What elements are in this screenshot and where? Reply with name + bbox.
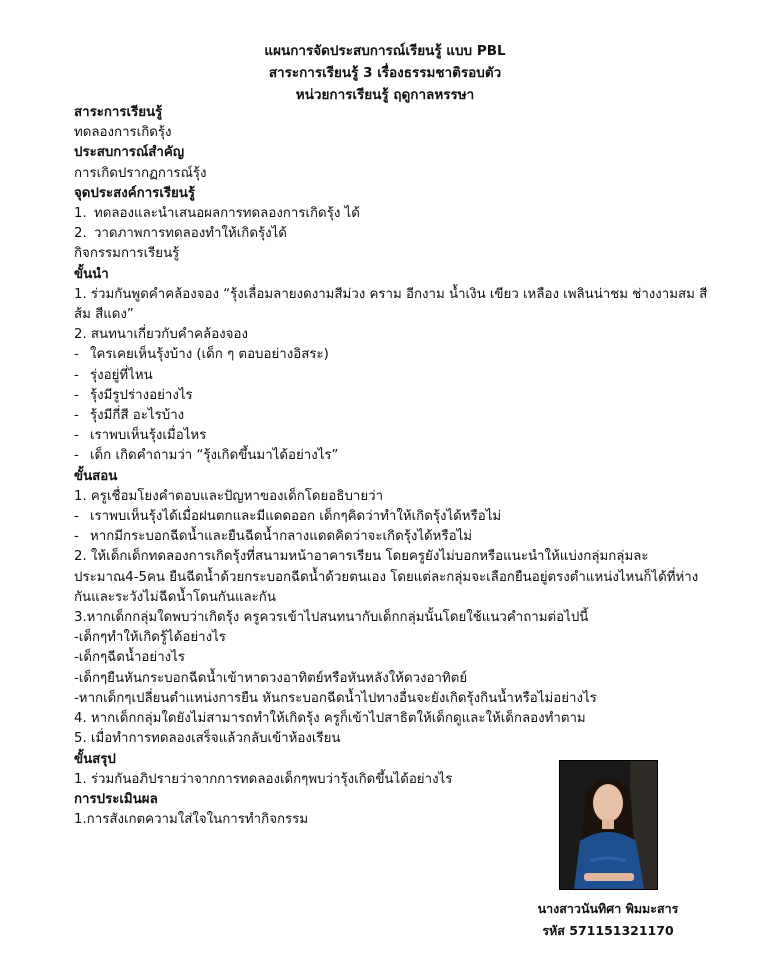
teach-question: -เด็กๆยืนหันกระบอกฉีดน้ำเข้าหาดวงอาทิตย์หรือหันหลังให้ดวงอาทิตย์ — [74, 670, 468, 686]
bullet-text: เราพบเห็นรุ้งได้เมื่อฝนตกและมีแดดออก เด็กๆคิดว่าทำให้เกิดรุ้งได้หรือไม่ — [90, 509, 502, 525]
portrait-illustration — [560, 761, 657, 889]
bullet-dash: - — [74, 529, 79, 545]
objective-number: 1. — [74, 206, 87, 222]
intro-step-2: 2. สนทนาเกี่ยวกับคำคล้องจอง — [74, 327, 248, 343]
objective-number: 2. — [74, 226, 87, 242]
lesson-plan-body — [74, 103, 714, 830]
intro-bullet — [74, 446, 714, 466]
teach-bullet — [74, 527, 714, 547]
bullet-text: เด็ก เกิดคำถามว่า “รุ้งเกิดขึ้นมาได้อย่างไร” — [90, 448, 339, 464]
summary-step-1: 1. ร่วมกันอภิปรายว่าจากการทดลองเด็กๆพบว่ารุ้งเกิดขึ้นได้อย่างไร — [74, 771, 453, 787]
author-photo — [559, 760, 658, 890]
document-title-block — [0, 40, 770, 106]
document-title: แผนการจัดประสบการณ์เรียนรู้ แบบ PBL — [264, 43, 506, 59]
learning-area-title: สาระการเรียนรู้ 3 เรื่องธรรมชาติรอบตัว — [268, 65, 502, 81]
content-heading: สาระการเรียนรู้ — [74, 105, 163, 120]
teach-question: -เด็กๆทำให้เกิดรู้ได้อย่างไร — [74, 630, 226, 646]
objectives-heading: จุดประสงค์การเรียนรู้ — [74, 185, 196, 201]
bullet-dash: - — [74, 428, 79, 444]
objective-item — [74, 224, 714, 244]
teach-step-5: 5. เมื่อทำการทดลองเสร็จแล้วกลับเข้าห้องเรียน — [74, 731, 341, 747]
bullet-dash: - — [74, 408, 79, 424]
bullet-text: เราพบเห็นรุ้งเมื่อไหร — [90, 428, 207, 444]
bullet-text: รุ่งอยู่ที่ไหน — [90, 367, 153, 383]
experience-text: การเกิดปรากฏการณ์รุ้ง — [74, 165, 207, 181]
bullet-text: รุ้งมีรูปร่างอย่างไร — [90, 387, 193, 403]
intro-bullet — [74, 406, 714, 426]
objective-text: วาดภาพการทดลองทำให้เกิดรุ้งได้ — [94, 226, 287, 242]
intro-bullet — [74, 426, 714, 446]
evaluation-item: 1.การสังเกตความใส่ใจในการทำกิจกรรม — [74, 812, 309, 828]
intro-bullet — [74, 345, 714, 365]
bullet-text: ใครเคยเห็นรุ้งบ้าง (เด็ก ๆ ตอบอย่างอิสระ) — [90, 347, 329, 363]
hands — [584, 873, 634, 881]
intro-heading: ขั้นนำ — [74, 266, 109, 282]
bullet-dash: - — [74, 367, 79, 383]
bullet-dash: - — [74, 509, 79, 525]
teach-step-2: 2. ให้เด็กเด็กทดลองการเกิดรุ้งที่สนามหน้าอาคารเรียน โดยครูยังไม่บอกหรือแนะนำให้แบ่งกลุ่มกลุ่มละ ประมาณ4-5คน ยืนฉีดน้ำด้วยกระบอกฉีดน้ำด้วยตนเอง โดยแต่ละกลุ่มจะเลือกยืนอยู่ตรงตำแหน่งไหนก็ได้ที่ห่างกันและระวังไม่ฉีดน้ำโดนกันและกัน — [74, 549, 699, 605]
unit-title: หน่วยการเรียนรู้ ฤดูกาลหรรษา — [295, 87, 475, 103]
intro-bullet — [74, 386, 714, 406]
author-name: นางสาวนันทิศา พิมมะสาร — [537, 901, 679, 916]
author-caption — [520, 898, 696, 942]
objective-text: ทดลองและนำเสนอผลการทดลองการเกิดรุ้ง ได้ — [94, 206, 360, 222]
objective-item — [74, 204, 714, 224]
activities-heading: กิจกรรมการเรียนรู้ — [74, 246, 180, 262]
intro-step-1: 1. ร่วมกันพูดคำคล้องจอง “รุ้งเลื่อมลายงดงามสีม่วง คราม อีกงาม น้ำเงิน เขียว เหลือง เพลินน่าชม ช่างงามสม สีส้ม สีแดง” — [74, 286, 708, 323]
teach-step-1: 1. ครูเชื่อมโยงคำตอบและปัญหาของเด็กโดยอธิบายว่า — [74, 488, 384, 504]
experience-heading: ประสบการณ์สำคัญ — [74, 145, 185, 161]
teach-step-4: 4. หากเด็กกลุ่มใดยังไม่สามารถทำให้เกิดรุ้ง ครูก็เข้าไปสาธิตให้เด็กดูและให้เด็กลองทำตาม — [74, 711, 586, 727]
teach-question: -หากเด็กๆเปลี่ยนตำแหน่งการยืน หันกระบอกฉีดน้ำไปทางอื่นจะยังเกิดรุ้งกินน้ำหรือไม่อย่างไร — [74, 690, 597, 706]
author-code: รหัส 571151321170 — [542, 923, 674, 938]
teach-bullet — [74, 507, 714, 527]
intro-bullet — [74, 366, 714, 386]
teach-heading: ขั้นสอน — [74, 468, 118, 484]
bullet-text: หากมีกระบอกฉีดน้ำและยืนฉีดน้ำกลางแดดคิดว่าจะเกิดรุ้งได้หรือไม่ — [90, 529, 473, 545]
teach-question: -เด็กๆฉีดน้ำอย่างไร — [74, 650, 185, 666]
bullet-dash: - — [74, 448, 79, 464]
bullet-text: รุ้งมีกี่สี อะไรบ้าง — [90, 408, 185, 424]
teach-step-3: 3.หากเด็กกลุ่มใดพบว่าเกิดรุ้ง ครูควรเข้าไปสนทนากับเด็กกลุ่มนั้นโดยใช้แนวคำถามต่อไปนี้ — [74, 610, 589, 626]
summary-heading: ขั้นสรุป — [74, 751, 116, 767]
bullet-dash: - — [74, 347, 79, 363]
content-text: ทดลองการเกิดรุ้ง — [74, 125, 172, 141]
evaluation-heading: การประเมินผล — [74, 791, 158, 807]
bullet-dash: - — [74, 387, 79, 403]
face — [593, 784, 623, 822]
neck — [602, 819, 614, 829]
